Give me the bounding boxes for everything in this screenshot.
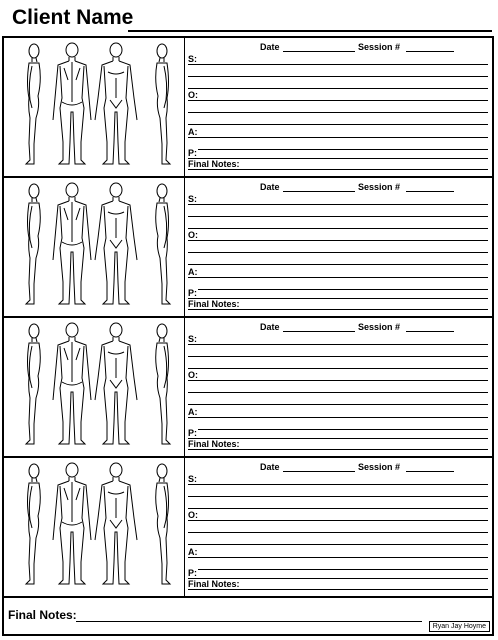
date-label: Date — [260, 182, 280, 192]
back-view-figure — [53, 463, 91, 584]
subjective-line[interactable] — [188, 498, 488, 509]
a-line[interactable] — [188, 127, 488, 138]
o-line[interactable] — [188, 230, 488, 241]
date-session-row — [184, 182, 492, 193]
side-view-figure — [26, 324, 40, 444]
writing-line — [188, 169, 488, 170]
objective-line[interactable] — [188, 382, 488, 393]
p-line[interactable] — [188, 288, 488, 299]
final-notes-label: Final Notes: — [188, 439, 240, 449]
final-notes-label: Final Notes: — [188, 299, 240, 309]
back-view-figure — [53, 323, 91, 444]
s-label: S: — [188, 334, 197, 344]
o-line[interactable] — [188, 510, 488, 521]
writing-line — [188, 380, 488, 381]
writing-line — [188, 88, 488, 89]
writing-line — [188, 368, 488, 369]
final-notes-line[interactable] — [76, 621, 422, 622]
objective-line[interactable] — [188, 522, 488, 533]
o-label: O: — [188, 370, 198, 380]
a-label: A: — [188, 547, 198, 557]
body-diagram-figures — [4, 178, 184, 316]
s-line[interactable] — [188, 474, 488, 485]
writing-line — [188, 344, 488, 345]
writing-line — [188, 264, 488, 265]
back-view-figure — [53, 183, 91, 304]
body-chart — [4, 458, 185, 596]
writing-line — [188, 496, 488, 497]
front-view-figure — [95, 183, 137, 304]
back-view-figure — [53, 43, 91, 164]
soap-form — [184, 318, 492, 456]
writing-line — [188, 100, 488, 101]
client-name-line[interactable] — [128, 30, 492, 32]
writing-line — [188, 356, 488, 357]
o-line[interactable] — [188, 370, 488, 381]
a-label: A: — [188, 127, 198, 137]
body-chart — [4, 178, 185, 316]
subjective-line[interactable] — [188, 358, 488, 369]
body-diagram-figures — [4, 318, 184, 456]
final-notes-line[interactable] — [188, 439, 488, 450]
subjective-line[interactable] — [188, 78, 488, 89]
body-chart — [4, 318, 185, 456]
final-notes-line[interactable] — [188, 159, 488, 170]
side-view-figure-right — [156, 324, 170, 444]
date-session-row — [184, 322, 492, 333]
writing-line — [188, 544, 488, 545]
author-credit: Ryan Jay Hoyme — [429, 621, 490, 632]
body-chart — [4, 38, 185, 176]
p-label: P: — [188, 148, 197, 158]
s-line[interactable] — [188, 54, 488, 65]
writing-line — [188, 228, 488, 229]
session-block — [4, 458, 492, 598]
session-label: Session # — [358, 462, 401, 472]
p-label: P: — [188, 428, 197, 438]
p-label: P: — [188, 288, 197, 298]
objective-line[interactable] — [188, 114, 488, 125]
final-notes-line[interactable] — [188, 299, 488, 310]
client-name-label: Client Name — [12, 6, 134, 29]
subjective-line[interactable] — [188, 218, 488, 229]
objective-line[interactable] — [188, 394, 488, 405]
writing-line — [188, 392, 488, 393]
writing-line — [188, 309, 488, 310]
session-block — [4, 178, 492, 318]
p-line[interactable] — [188, 568, 488, 579]
subjective-line[interactable] — [188, 346, 488, 357]
session-label: Session # — [358, 42, 401, 52]
p-line[interactable] — [188, 428, 488, 439]
body-diagram-figures — [4, 458, 184, 596]
side-view-figure-right — [156, 464, 170, 584]
writing-line — [188, 240, 488, 241]
objective-line[interactable] — [188, 102, 488, 113]
objective-line[interactable] — [188, 534, 488, 545]
o-label: O: — [188, 90, 198, 100]
a-line[interactable] — [188, 407, 488, 418]
writing-line — [188, 404, 488, 405]
body-diagram-figures — [4, 38, 184, 176]
writing-line — [188, 589, 488, 590]
writing-line — [188, 76, 488, 77]
session-label: Session # — [358, 182, 401, 192]
writing-line — [188, 252, 488, 253]
session-label: Session # — [358, 322, 401, 332]
writing-line — [188, 137, 488, 138]
writing-line — [188, 124, 488, 125]
front-view-figure — [95, 323, 137, 444]
s-line[interactable] — [188, 334, 488, 345]
date-label: Date — [260, 42, 280, 52]
o-label: O: — [188, 510, 198, 520]
final-notes-label: Final Notes: — [8, 608, 77, 622]
s-label: S: — [188, 54, 197, 64]
writing-line — [188, 216, 488, 217]
session-block — [4, 318, 492, 458]
writing-line — [188, 557, 488, 558]
a-line[interactable] — [188, 547, 488, 558]
footer — [4, 598, 492, 634]
final-notes-label: Final Notes: — [188, 579, 240, 589]
session-block — [4, 38, 492, 178]
date-session-row — [184, 42, 492, 53]
subjective-line[interactable] — [188, 66, 488, 77]
side-view-figure — [26, 184, 40, 304]
front-view-figure — [95, 463, 137, 584]
side-view-figure-right — [156, 184, 170, 304]
writing-line — [188, 417, 488, 418]
s-label: S: — [188, 194, 197, 204]
objective-line[interactable] — [188, 254, 488, 265]
objective-line[interactable] — [188, 242, 488, 253]
p-line[interactable] — [188, 148, 488, 159]
p-label: P: — [188, 568, 197, 578]
a-label: A: — [188, 407, 198, 417]
soap-form — [184, 178, 492, 316]
date-label: Date — [260, 322, 280, 332]
writing-line — [188, 449, 488, 450]
date-session-row — [184, 462, 492, 473]
writing-line — [188, 532, 488, 533]
soap-form — [184, 458, 492, 596]
final-notes-line[interactable] — [188, 579, 488, 590]
date-label: Date — [260, 462, 280, 472]
a-label: A: — [188, 267, 198, 277]
soap-notes-sheet — [2, 36, 494, 636]
subjective-line[interactable] — [188, 486, 488, 497]
final-notes-label: Final Notes: — [188, 159, 240, 169]
o-line[interactable] — [188, 90, 488, 101]
side-view-figure — [26, 44, 40, 164]
writing-line — [188, 204, 488, 205]
a-line[interactable] — [188, 267, 488, 278]
side-view-figure — [26, 464, 40, 584]
o-label: O: — [188, 230, 198, 240]
header — [0, 0, 498, 36]
writing-line — [188, 508, 488, 509]
front-view-figure — [95, 43, 137, 164]
side-view-figure-right — [156, 44, 170, 164]
s-label: S: — [188, 474, 197, 484]
writing-line — [188, 484, 488, 485]
writing-line — [188, 520, 488, 521]
writing-line — [188, 64, 488, 65]
subjective-line[interactable] — [188, 206, 488, 217]
soap-form — [184, 38, 492, 176]
s-line[interactable] — [188, 194, 488, 205]
writing-line — [188, 277, 488, 278]
writing-line — [188, 112, 488, 113]
